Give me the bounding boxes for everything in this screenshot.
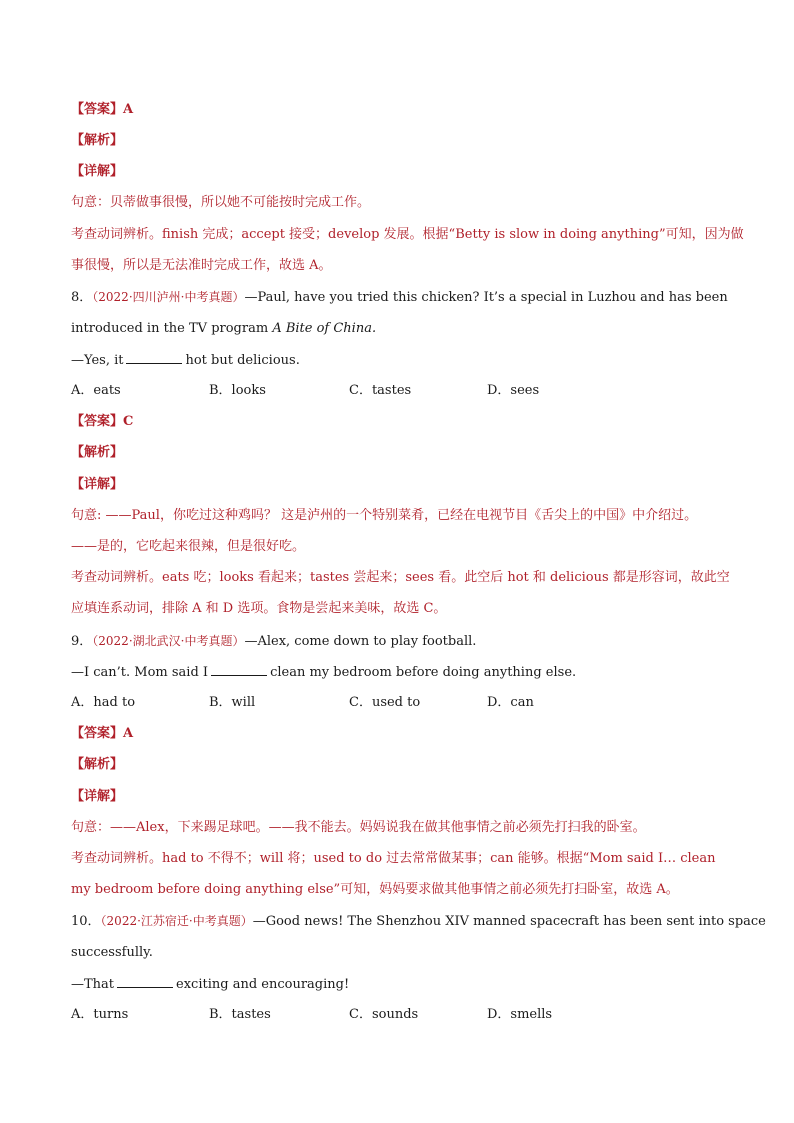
option-d: D．can <box>487 695 534 710</box>
meaning-text: 句意: ——Paul，你吃过这种鸡吗？ 这是泸州的一个特别菜肴，已经在电视节目《舌尖上的中国》中介绍过。 <box>71 508 698 523</box>
question-stem <box>71 663 731 682</box>
meaning-text: 句意：贝蒂做事很慢，所以她不可能按时完成工作。 <box>71 195 371 210</box>
answer-label: 【答案】A <box>71 726 134 741</box>
question-source: （2022·湖北武汉·中考真题） <box>92 634 245 648</box>
stem-text: —I can’t. Mom said I <box>71 665 209 680</box>
option-d: D．smells <box>487 1007 553 1022</box>
option-c: C．sounds <box>349 1007 419 1022</box>
detail-label: 【详解】 <box>71 477 124 492</box>
explain-text: 事很慢，所以是无法准时完成工作，故选 A。 <box>71 258 332 273</box>
explain-text: my bedroom before doing anything else”可知，妈妈要求做其他事情之前必须先打扫卧室，故选 A。 <box>71 882 679 897</box>
option-c: C．used to <box>349 695 421 710</box>
detail-label: 【详解】 <box>71 164 124 179</box>
stem-text: —Alex, come down to play football. <box>244 634 477 649</box>
analysis-label: 【解析】 <box>71 445 124 460</box>
question-number: 9． <box>71 634 93 649</box>
option-c: C．tastes <box>349 383 412 398</box>
meaning-text: ——是的，它吃起来很辣，但是很好吃。 <box>71 539 306 554</box>
stem-text: —That <box>71 977 115 992</box>
explain-text: 考查动词辨析。finish 完成；accept 接受；develop 发展。根据“Betty is slow in doing anything”可知，因为做 <box>71 227 744 242</box>
question-stem <box>71 632 731 651</box>
answer-blank <box>117 975 173 988</box>
question-number: 10． <box>71 914 101 929</box>
question-stem: successfully. <box>71 945 153 960</box>
detail-label: 【详解】 <box>71 789 124 804</box>
explain-text: 应填连系动词，排除 A 和 D 选项。食物是尝起来美味，故选 C。 <box>71 601 447 616</box>
question-stem <box>71 975 731 994</box>
answer-blank <box>126 351 182 364</box>
question-stem <box>71 912 766 931</box>
stem-text: introduced in the TV program <box>71 321 273 336</box>
question-number: 8． <box>71 290 93 305</box>
stem-text: —Paul, have you tried this chicken? It’s a special in Luzhou and has been <box>244 290 728 305</box>
stem-text: —Good news! The Shenzhou XIV manned spacecraft has been sent into space <box>252 914 766 929</box>
analysis-label: 【解析】 <box>71 133 124 148</box>
stem-text: hot but delicious. <box>185 353 300 368</box>
question-stem <box>71 288 731 307</box>
meaning-text: 句意：——Alex，下来踢足球吧。——我不能去。妈妈说我在做其他事情之前必须先打扫我的卧室。 <box>71 820 646 835</box>
explain-text: 考查动词辨析。had to 不得不；will 将；used to do 过去常常做某事；can 能够。根据“Mom said I… clean <box>71 851 716 866</box>
question-source: （2022·江苏宿迁·中考真题） <box>100 914 253 928</box>
stem-text: exciting and encouraging! <box>176 977 350 992</box>
option-a: A．eats <box>71 383 121 398</box>
option-a: A．had to <box>71 695 136 710</box>
option-a: A．turns <box>71 1007 129 1022</box>
answer-label: 【答案】A <box>71 102 134 117</box>
stem-text: clean my bedroom before doing anything else. <box>270 665 577 680</box>
question-stem <box>71 320 731 338</box>
stem-text: —Yes, it <box>71 353 124 368</box>
question-source: （2022·四川泸州·中考真题） <box>92 290 245 304</box>
explain-text: 考查动词辨析。eats 吃；looks 看起来；tastes 尝起来；sees 看。此空后 hot 和 delicious 都是形容词，故此空 <box>71 570 730 585</box>
option-b: B．will <box>209 695 256 710</box>
option-b: B．looks <box>209 383 266 398</box>
option-b: B．tastes <box>209 1007 271 1022</box>
question-stem <box>71 351 731 370</box>
option-d: D．sees <box>487 383 540 398</box>
answer-blank <box>211 663 267 676</box>
answer-label: 【答案】C <box>71 414 134 429</box>
analysis-label: 【解析】 <box>71 757 124 772</box>
program-title: A Bite of China. <box>272 321 377 336</box>
